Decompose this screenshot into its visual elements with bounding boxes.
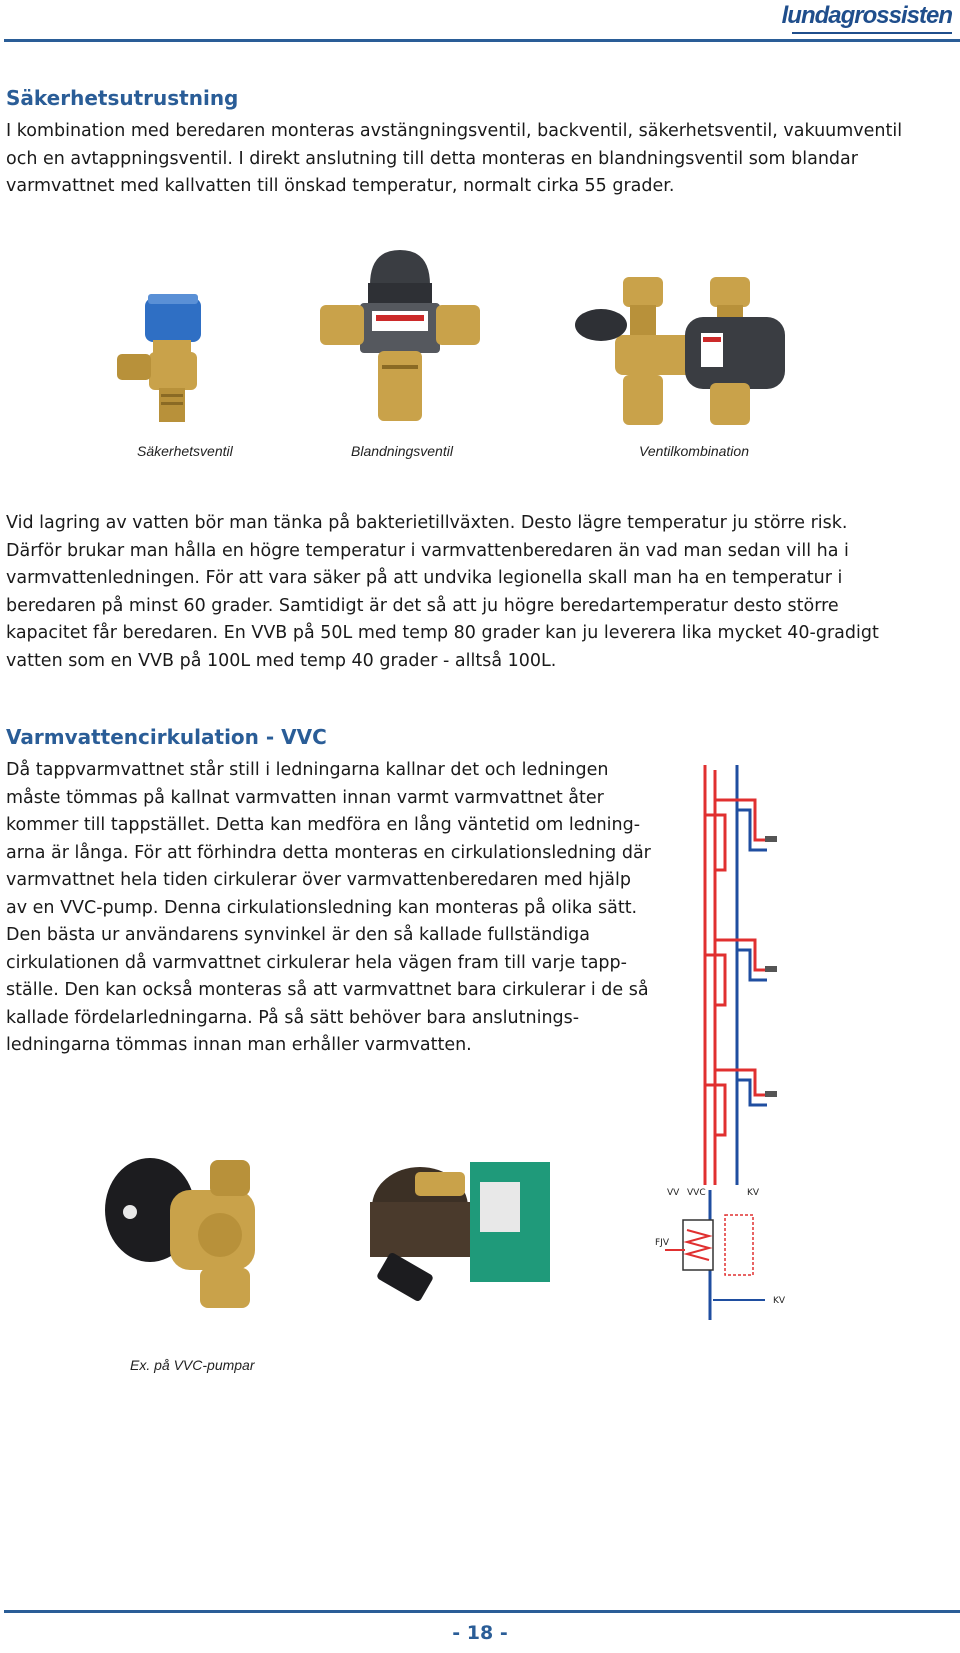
logo-underline: [792, 32, 952, 34]
diagram-label-kv-bottom: KV: [773, 1296, 786, 1306]
vvc-pump-2-photo: [360, 1152, 550, 1322]
section-body-vvc: Då tappvarmvattnet står still i ledningarna kallnar det och ledningen måste tömmas på kallnat varmvatten innan varmt varmvattnet åter kommer till tappstället. Detta kan medföra en lång väntetid om ledning-arna är långa. För att förhindra detta monteras en cirkulationsledning där varmvattnet hela tiden cirkulerar över varmvattenberedaren med hjälp av en VVC-pump. Denna cirkulationsledning kan monteras på olika sätt. Den bästa ur användarens synvinkel är den så kallade fullständiga cirkulationen då varmvattnet cirkulerar hela vägen fram till varje tapp-ställe. Den kan också monteras så att varmvattnet bara cirkulerar i de så kallade fördelarledningarna. På så sätt behöver bara anslutnings-ledningarna tömmas innan man erhåller varmvatten.: [6, 760, 651, 1055]
caption-blandningsventil: Blandningsventil: [351, 443, 453, 459]
caption-vvc-pumpar: Ex. på VVC-pumpar: [130, 1357, 255, 1373]
section-body-sakerhetsutrustning: I kombination med beredaren monteras avstängningsventil, backventil, säkerhetsventil, vakuumventil och en avtappningsventil. I direkt anslutning till detta monteras en blandningsventil som blandar varmvattnet med kallvatten till önskad temperatur, normalt cirka 55 grader.: [6, 121, 903, 196]
section-body-bakterietillvaxt: Vid lagring av vatten bör man tänka på bakterietillväxten. Desto lägre temperatur ju större risk. Därför brukar man hålla en högre temperatur i varmvattenberedaren än vad man sedan vill ha i varmvattenledningen. För att vara säker på att undvika legionella skall man ha en temperatur i beredaren på minst 60 grader. Samtidigt är det så att ju högre beredartemperatur desto större kapacitet får beredaren. En VVB på 50L med temp 80 grader kan ju leverera lika mycket 40-gradigt vatten som en VVB på 100L med temp 40 grader - alltså 100L.: [6, 513, 879, 671]
diagram-label-fjv: FJV: [655, 1238, 669, 1248]
footer-rule: [4, 1610, 960, 1613]
brand-logo: lundagrossisten: [781, 2, 952, 29]
vvc-pump-1-photo: [100, 1150, 280, 1320]
diagram-label-kv-top: KV: [747, 1188, 760, 1198]
vvc-circulation-diagram: [655, 760, 805, 1320]
mixing-valve-photo: [320, 245, 480, 430]
caption-sakerhetsventil: Säkerhetsventil: [137, 443, 233, 459]
section-title-sakerhetsutrustning: Säkerhetsutrustning: [6, 86, 239, 110]
valve-combination-photo: [575, 275, 805, 430]
header-rule: [4, 39, 960, 42]
caption-ventilkombination: Ventilkombination: [639, 443, 749, 459]
section-title-vvc: Varmvattencirkulation - VVC: [6, 725, 327, 749]
page-number: - 18 -: [452, 1622, 508, 1644]
diagram-label-vv: VV: [667, 1188, 680, 1198]
safety-valve-photo: [105, 290, 225, 425]
diagram-label-vvc: VVC: [687, 1188, 706, 1198]
